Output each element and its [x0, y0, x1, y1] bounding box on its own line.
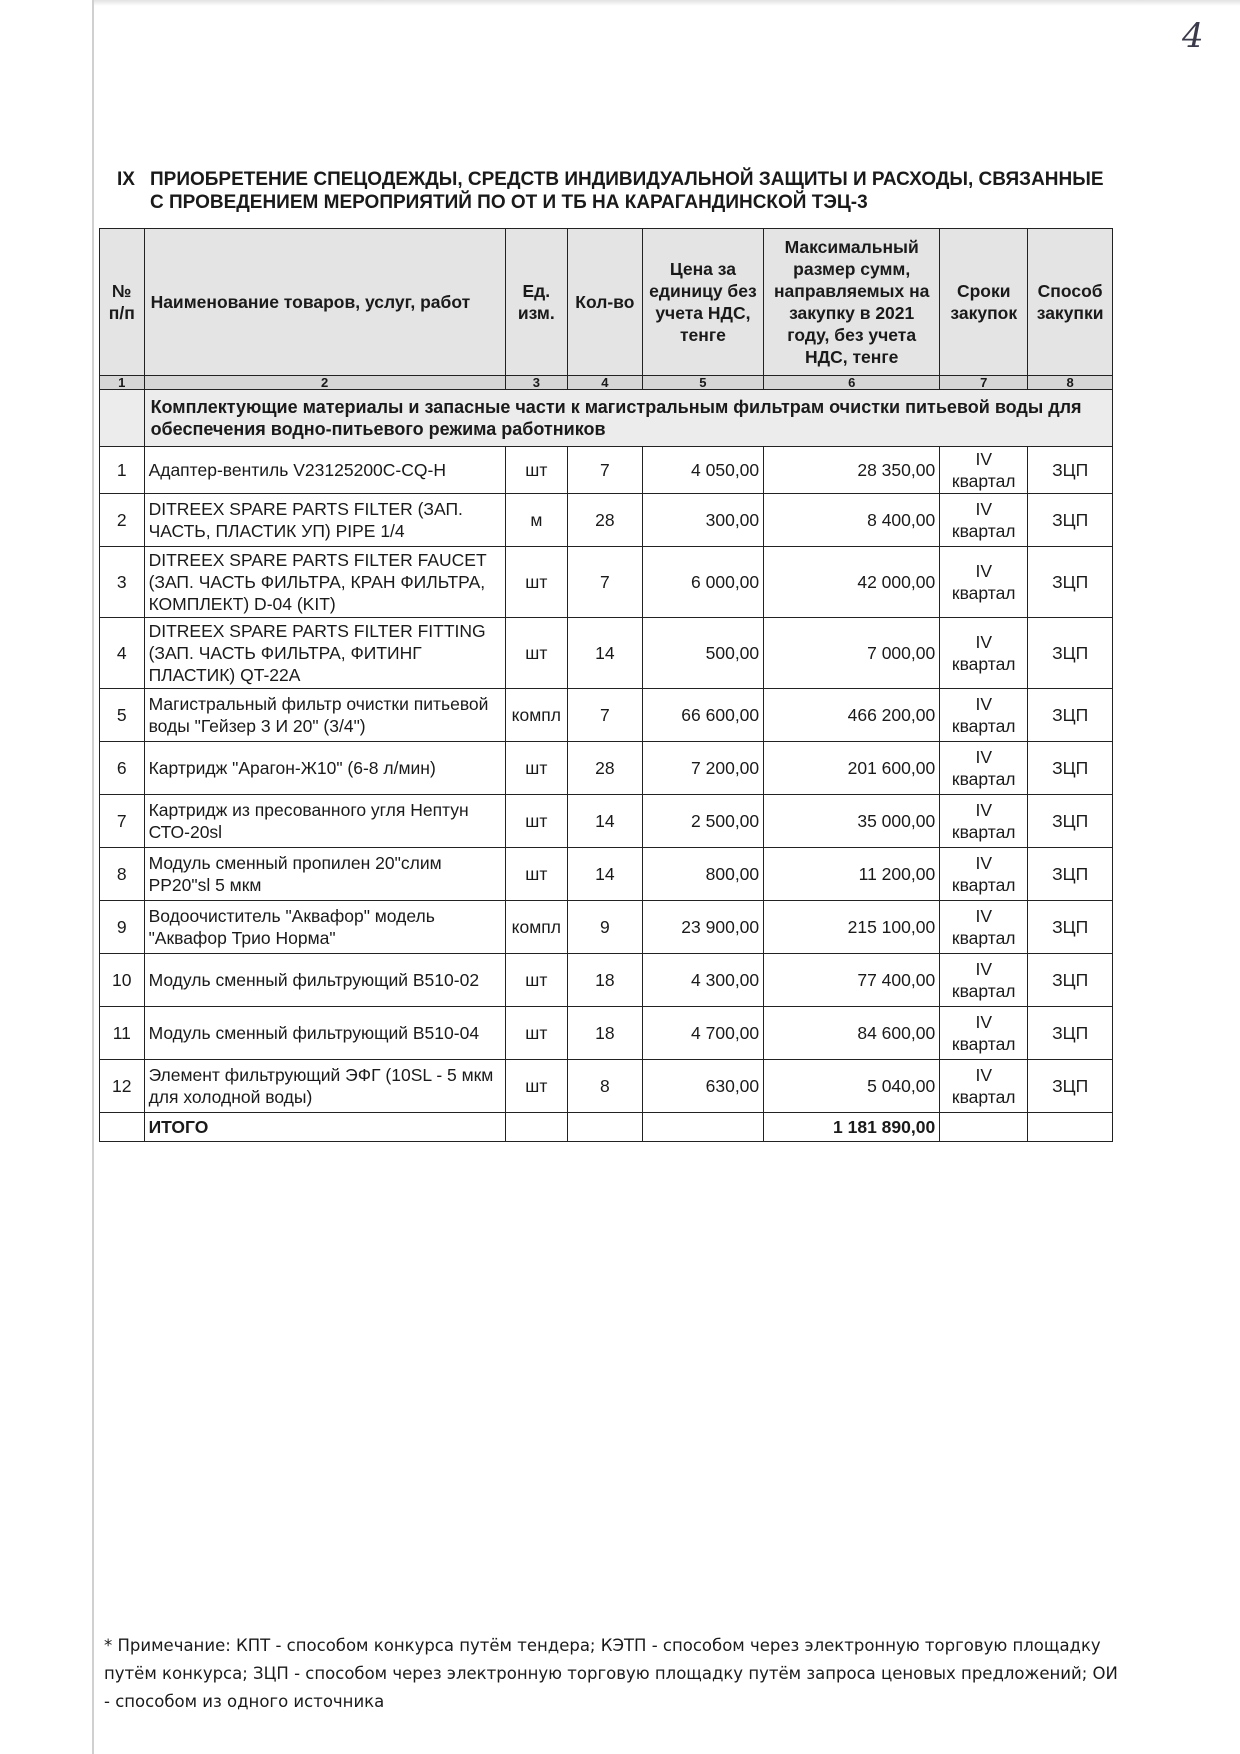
unit-cell: шт — [505, 848, 567, 901]
total-label: ИТОГО — [144, 1113, 505, 1142]
method-cell: ЗЦП — [1028, 848, 1113, 901]
column-number: 2 — [144, 376, 505, 390]
header-cell-name: Наименование товаров, услуг, работ — [144, 229, 505, 376]
price-cell: 2 500,00 — [642, 795, 763, 848]
item-name: Модуль сменный фильтрующий B510-02 — [144, 954, 505, 1007]
total-cell: 466 200,00 — [764, 689, 940, 742]
header-cell-unit-price: Цена за единицу без учета НДС, тенге — [642, 229, 763, 376]
row-number: 6 — [100, 742, 145, 795]
unit-cell: м — [505, 494, 567, 547]
total-cell: 35 000,00 — [764, 795, 940, 848]
quantity-cell: 9 — [568, 901, 643, 954]
quantity-cell: 28 — [568, 494, 643, 547]
procurement-table — [99, 228, 1113, 1142]
total-spacer-cell — [940, 1113, 1028, 1142]
price-cell: 4 050,00 — [642, 447, 763, 494]
price-cell: 23 900,00 — [642, 901, 763, 954]
total-cell: 8 400,00 — [764, 494, 940, 547]
total-cell: 42 000,00 — [764, 547, 940, 618]
table-row — [100, 618, 1113, 689]
price-cell: 630,00 — [642, 1060, 763, 1113]
group-title: Комплектующие материалы и запасные части к магистральным фильтрам очистки питьевой воды для обеспечения водно-питьевого режима работников — [144, 390, 1112, 447]
section-header — [117, 168, 1117, 214]
unit-cell: компл — [505, 901, 567, 954]
table-row — [100, 1007, 1113, 1060]
quantity-cell: 8 — [568, 1060, 643, 1113]
method-cell: ЗЦП — [1028, 689, 1113, 742]
row-number: 8 — [100, 848, 145, 901]
item-name: DITREEX SPARE PARTS FILTER FAUCET (ЗАП. ЧАСТЬ ФИЛЬТРА, КРАН ФИЛЬТРА, КОМПЛЕКТ) D-04 (KIT) — [144, 547, 505, 618]
item-name: Элемент фильтрующий ЭФГ (10SL - 5 мкм для холодной воды) — [144, 1060, 505, 1113]
unit-cell: шт — [505, 618, 567, 689]
method-cell: ЗЦП — [1028, 795, 1113, 848]
price-cell: 500,00 — [642, 618, 763, 689]
period-cell: IV квартал — [940, 494, 1028, 547]
quantity-cell: 14 — [568, 618, 643, 689]
method-cell: ЗЦП — [1028, 901, 1113, 954]
total-cell: 77 400,00 — [764, 954, 940, 1007]
period-cell: IV квартал — [940, 1007, 1028, 1060]
header-cell-unit: Ед. изм. — [505, 229, 567, 376]
row-number: 10 — [100, 954, 145, 1007]
column-number: 7 — [940, 376, 1028, 390]
price-cell: 800,00 — [642, 848, 763, 901]
total-cell: 7 000,00 — [764, 618, 940, 689]
quantity-cell: 18 — [568, 954, 643, 1007]
table-row — [100, 1060, 1113, 1113]
column-number: 8 — [1028, 376, 1113, 390]
column-number-row — [100, 376, 1113, 390]
section-number: IX — [117, 169, 135, 190]
method-cell: ЗЦП — [1028, 547, 1113, 618]
column-number: 5 — [642, 376, 763, 390]
table-row — [100, 689, 1113, 742]
period-cell: IV квартал — [940, 447, 1028, 494]
table-row — [100, 547, 1113, 618]
period-cell: IV квартал — [940, 742, 1028, 795]
column-number: 4 — [568, 376, 643, 390]
table-row — [100, 848, 1113, 901]
item-name: Водоочиститель "Аквафор" модель "Аквафор Трио Норма" — [144, 901, 505, 954]
quantity-cell: 18 — [568, 1007, 643, 1060]
total-cell: 84 600,00 — [764, 1007, 940, 1060]
price-cell: 4 300,00 — [642, 954, 763, 1007]
item-name: Картридж из пресованного угля Нептун СТО-20sl — [144, 795, 505, 848]
quantity-cell: 7 — [568, 547, 643, 618]
column-number: 3 — [505, 376, 567, 390]
table-row — [100, 795, 1113, 848]
total-cell: 215 100,00 — [764, 901, 940, 954]
price-cell: 300,00 — [642, 494, 763, 547]
unit-cell: шт — [505, 447, 567, 494]
header-row — [100, 229, 1113, 376]
method-cell: ЗЦП — [1028, 1007, 1113, 1060]
period-cell: IV квартал — [940, 547, 1028, 618]
period-cell: IV квартал — [940, 954, 1028, 1007]
quantity-cell: 28 — [568, 742, 643, 795]
total-spacer-cell — [100, 1113, 145, 1142]
row-number: 3 — [100, 547, 145, 618]
price-cell: 7 200,00 — [642, 742, 763, 795]
handwritten-page-number: 4 — [1182, 16, 1204, 56]
row-number: 4 — [100, 618, 145, 689]
row-number: 5 — [100, 689, 145, 742]
method-cell: ЗЦП — [1028, 618, 1113, 689]
row-number: 7 — [100, 795, 145, 848]
column-number: 6 — [764, 376, 940, 390]
item-name: Модуль сменный пропилен 20"слим PP20"sl 5 мкм — [144, 848, 505, 901]
row-number: 11 — [100, 1007, 145, 1060]
method-cell: ЗЦП — [1028, 1060, 1113, 1113]
unit-cell: шт — [505, 1060, 567, 1113]
row-number: 9 — [100, 901, 145, 954]
method-cell: ЗЦП — [1028, 954, 1113, 1007]
quantity-cell: 7 — [568, 447, 643, 494]
quantity-cell: 14 — [568, 795, 643, 848]
item-name: DITREEX SPARE PARTS FILTER FITTING (ЗАП. ЧАСТЬ ФИЛЬТРА, ФИТИНГ ПЛАСТИК) QT-22A — [144, 618, 505, 689]
header-cell-number: № п/п — [100, 229, 145, 376]
unit-cell: шт — [505, 742, 567, 795]
unit-cell: шт — [505, 954, 567, 1007]
total-cell: 5 040,00 — [764, 1060, 940, 1113]
item-name: Магистральный фильтр очистки питьевой воды "Гейзер 3 И 20" (3/4") — [144, 689, 505, 742]
item-name: DITREEX SPARE PARTS FILTER (ЗАП. ЧАСТЬ, ПЛАСТИК УП) PIPE 1/4 — [144, 494, 505, 547]
quantity-cell: 14 — [568, 848, 643, 901]
group-spacer-cell — [100, 390, 145, 447]
method-cell: ЗЦП — [1028, 742, 1113, 795]
period-cell: IV квартал — [940, 901, 1028, 954]
table-row — [100, 447, 1113, 494]
price-cell: 6 000,00 — [642, 547, 763, 618]
unit-cell: шт — [505, 1007, 567, 1060]
price-cell: 66 600,00 — [642, 689, 763, 742]
price-cell: 4 700,00 — [642, 1007, 763, 1060]
total-row — [100, 1113, 1113, 1142]
total-spacer-cell — [1028, 1113, 1113, 1142]
row-number: 2 — [100, 494, 145, 547]
item-name: Адаптер-вентиль V23125200C-CQ-H — [144, 447, 505, 494]
period-cell: IV квартал — [940, 848, 1028, 901]
period-cell: IV квартал — [940, 1060, 1028, 1113]
quantity-cell: 7 — [568, 689, 643, 742]
total-spacer-cell — [505, 1113, 567, 1142]
row-number: 12 — [100, 1060, 145, 1113]
footnote: * Примечание: КПТ - способом конкурса путём тендера; КЭТП - способом через электронную торговую площадку путём конкурса; ЗЦП - способом через электронную торговую площадку путём запроса ценовых предложений; ОИ - способом из одного источника — [104, 1636, 1118, 1711]
header-cell-quantity: Кол-во — [568, 229, 643, 376]
scan-edge — [92, 0, 1240, 6]
total-spacer-cell — [642, 1113, 763, 1142]
section-title: ПРИОБРЕТЕНИЕ СПЕЦОДЕЖДЫ, СРЕДСТВ ИНДИВИДУАЛЬНОЙ ЗАЩИТЫ И РАСХОДЫ, СВЯЗАННЫЕ С ПРОВЕДЕНИЕМ МЕРОПРИЯТИЙ ПО ОТ И ТБ НА КАРАГАНДИНСКОЙ ТЭЦ-3 — [150, 169, 1104, 213]
table-row — [100, 901, 1113, 954]
period-cell: IV квартал — [940, 618, 1028, 689]
method-cell: ЗЦП — [1028, 494, 1113, 547]
item-name: Картридж "Арагон-Ж10" (6-8 л/мин) — [144, 742, 505, 795]
header-cell-max-amount: Максимальный размер сумм, направляемых на закупку в 2021 году, без учета НДС, тенге — [764, 229, 940, 376]
total-cell: 28 350,00 — [764, 447, 940, 494]
table-row — [100, 742, 1113, 795]
header-cell-method: Способ закупки — [1028, 229, 1113, 376]
item-name: Модуль сменный фильтрующий B510-04 — [144, 1007, 505, 1060]
group-row — [100, 390, 1113, 447]
total-spacer-cell — [568, 1113, 643, 1142]
row-number: 1 — [100, 447, 145, 494]
total-cell: 201 600,00 — [764, 742, 940, 795]
total-cell: 11 200,00 — [764, 848, 940, 901]
method-cell: ЗЦП — [1028, 447, 1113, 494]
period-cell: IV квартал — [940, 795, 1028, 848]
period-cell: IV квартал — [940, 689, 1028, 742]
header-cell-period: Сроки закупок — [940, 229, 1028, 376]
unit-cell: шт — [505, 795, 567, 848]
scan-margin-line — [92, 0, 94, 1754]
table-row — [100, 954, 1113, 1007]
unit-cell: шт — [505, 547, 567, 618]
total-value: 1 181 890,00 — [764, 1113, 940, 1142]
unit-cell: компл — [505, 689, 567, 742]
column-number: 1 — [100, 376, 145, 390]
table-row — [100, 494, 1113, 547]
